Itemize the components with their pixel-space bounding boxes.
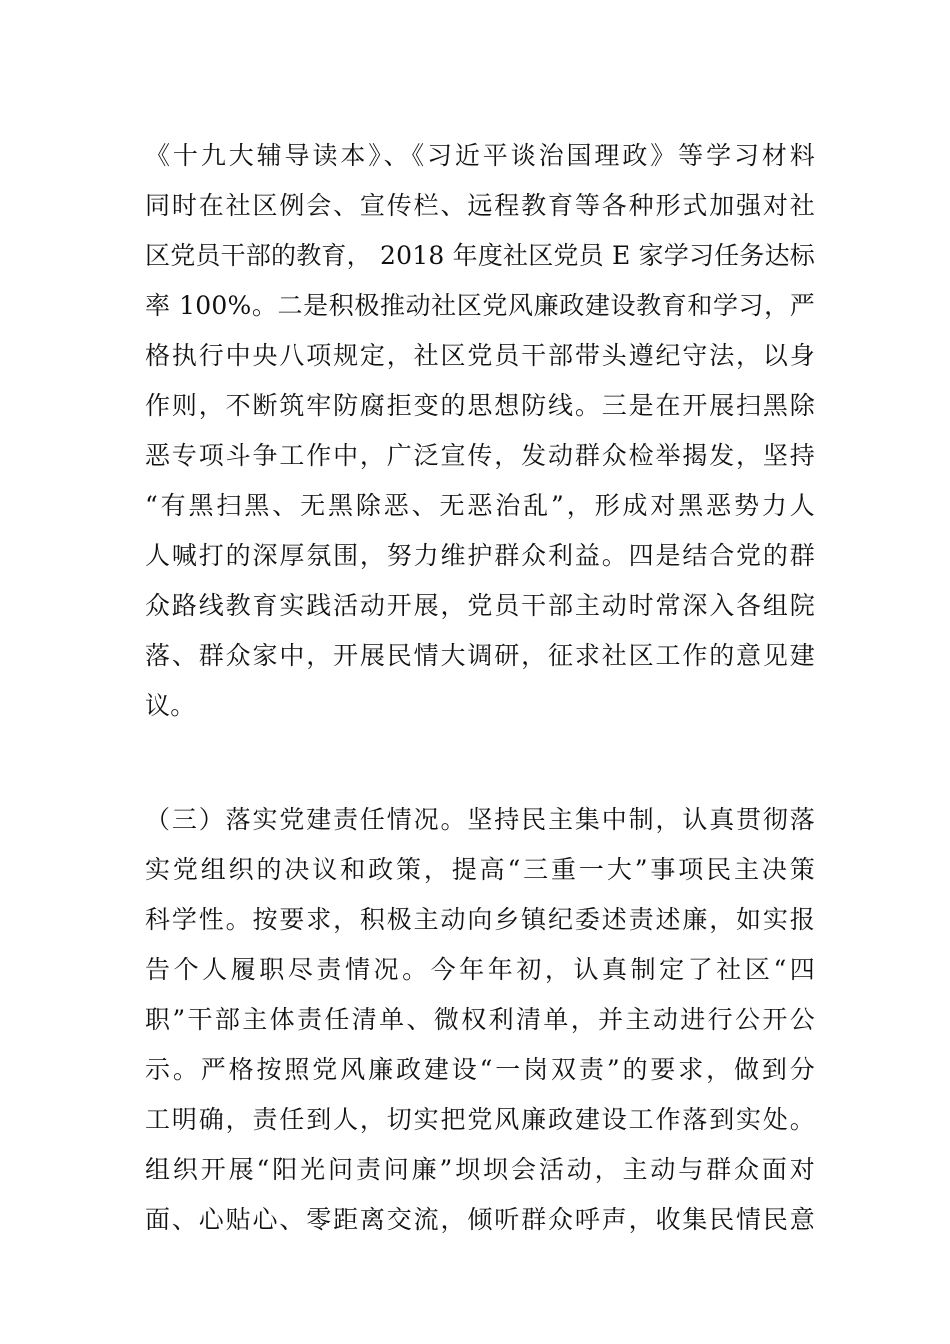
paragraph-line: 面、心贴心、零距离交流，倾听群众呼声，收集民情民意: [145, 1205, 815, 1234]
paragraph-line: 示。严格按照党风廉政建设“一岗双责”的要求，做到分: [145, 1055, 815, 1084]
paragraph-line: 区党员干部的教育， 2018 年度社区党员 E 家学习任务达标: [145, 241, 815, 270]
paragraph-line: 议。: [145, 691, 196, 720]
paragraph-line: 众路线教育实践活动开展，党员干部主动时常深入各组院: [145, 591, 815, 620]
paragraph-line: 职”干部主体责任清单、微权利清单，并主动进行公开公: [145, 1005, 815, 1034]
paragraph-line: 落、群众家中，开展民情大调研，征求社区工作的意见建: [145, 641, 815, 670]
paragraph-line: 告个人履职尽责情况。今年年初，认真制定了社区“四: [145, 955, 815, 984]
paragraph-line: 工明确，责任到人，切实把党风廉政建设工作落到实处。: [145, 1105, 815, 1134]
paragraph-line: 科学性。按要求，积极主动向乡镇纪委述责述廉，如实报: [145, 905, 815, 934]
paragraph-line: 率 100%。二是积极推动社区党风廉政建设教育和学习，严: [145, 291, 815, 320]
paragraph-line: 作则，不断筑牢防腐拒变的思想防线。三是在开展扫黑除: [145, 391, 815, 420]
paragraph-line: 《十九大辅导读本》、《习近平谈治国理政》等学习材料: [145, 141, 815, 170]
paragraph-line: 实党组织的决议和政策，提高“三重一大”事项民主决策: [145, 855, 815, 884]
paragraph-line: 人喊打的深厚氛围，努力维护群众利益。四是结合党的群: [145, 541, 815, 570]
paragraph-line: （三）落实党建责任情况。坚持民主集中制，认真贯彻落: [145, 805, 815, 834]
paragraph-line: 恶专项斗争工作中，广泛宣传，发动群众检举揭发，坚持: [145, 441, 815, 470]
paragraph-line: 同时在社区例会、宣传栏、远程教育等各种形式加强对社: [145, 191, 815, 220]
paragraph-line: 组织开展“阳光问责问廉”坝坝会活动，主动与群众面对: [145, 1155, 815, 1184]
paragraph-line: 格执行中央八项规定，社区党员干部带头遵纪守法，以身: [145, 341, 815, 370]
paragraph-line: “有黑扫黑、无黑除恶、无恶治乱”，形成对黑恶势力人: [145, 491, 815, 520]
